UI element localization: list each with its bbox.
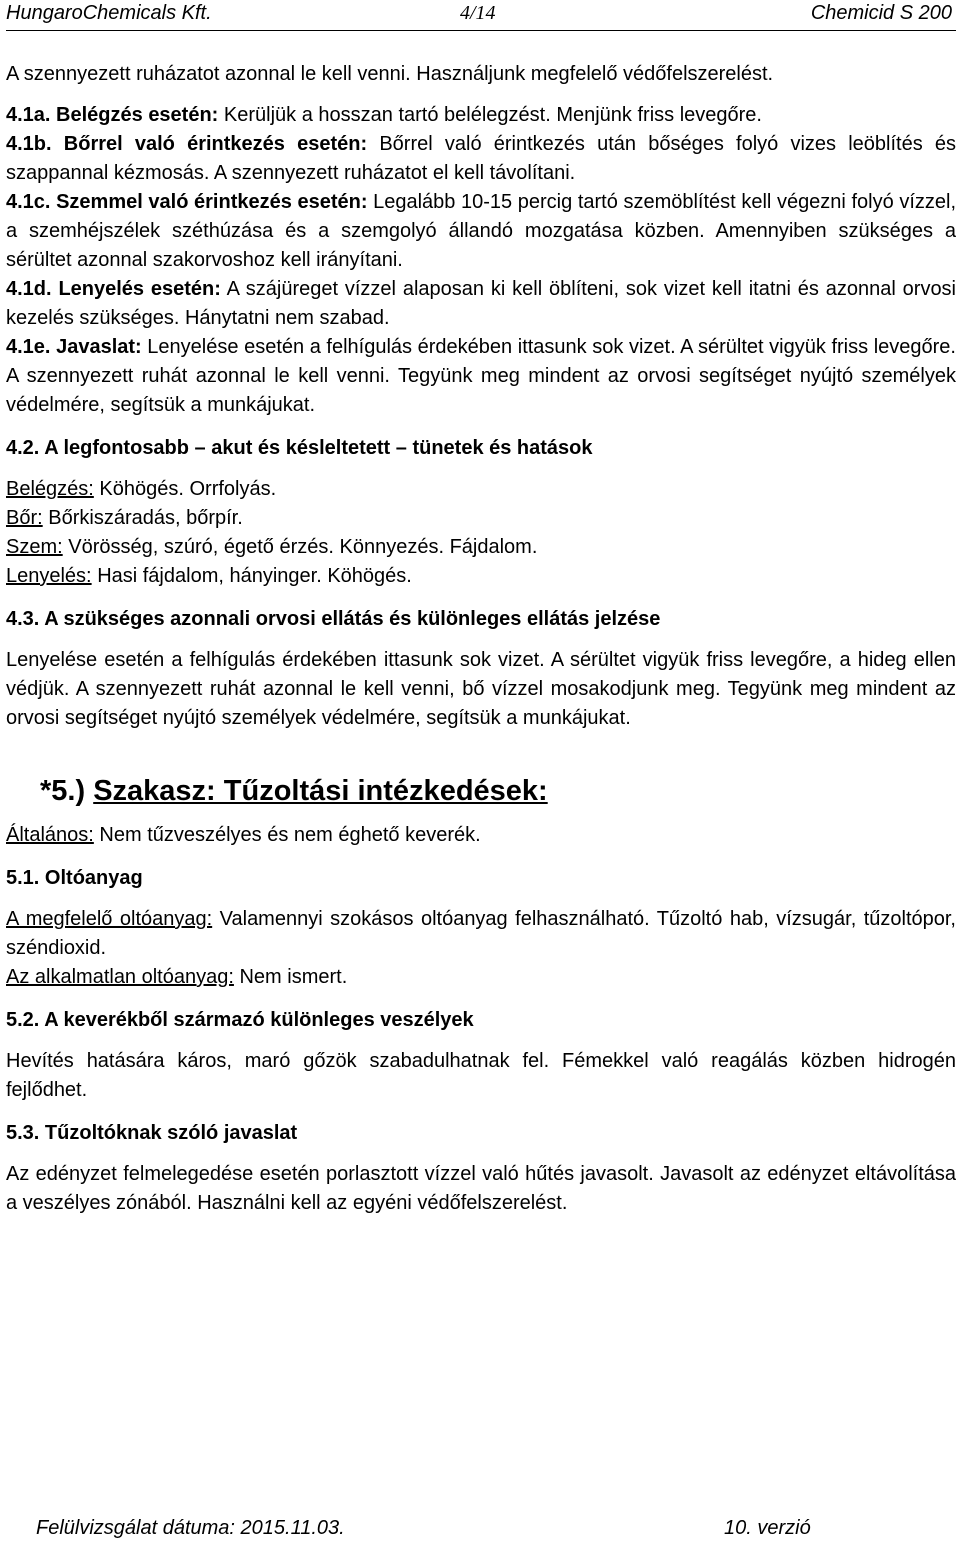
para-4-1d-title: Lenyelés esetén:: [58, 278, 221, 300]
suitable-text: Valamennyi szokásos oltóanyag felhasználható. Tűzoltó hab, vízsugár, tűzoltópor, széndioxid.: [6, 908, 956, 959]
heading-5-2-title: A keverékből származó különleges veszélyek: [44, 1009, 474, 1031]
page-footer: [36, 1517, 836, 1540]
symptom-eye: [6, 533, 956, 562]
sec4-intro: A szennyezett ruházatot azonnal le kell venni. Használjunk megfelelő védőfelszerelést.: [6, 63, 774, 85]
symptom-ingestion: [6, 562, 956, 591]
symptom-label: Belégzés:: [6, 478, 94, 500]
heading-5-1: [6, 864, 956, 893]
para-4-1d-num: 4.1d.: [6, 278, 52, 300]
heading-5-1-title: Oltóanyag: [44, 867, 143, 889]
para-4-1c-num: 4.1c.: [6, 191, 51, 213]
para-5-2: Hevítés hatására káros, maró gőzök szabadulhatnak fel. Fémekkel való reagálás közben hidrogén fejlődhet.: [6, 1050, 956, 1101]
heading-4-2: [6, 434, 956, 463]
suitable-media: [6, 905, 956, 963]
footer-version: 10. verzió: [724, 1517, 811, 1539]
general-text: Nem tűzveszélyes és nem éghető keverék.: [99, 824, 481, 846]
general-info: [6, 821, 956, 850]
heading-5-1-num: 5.1.: [6, 867, 40, 889]
general-label: Általános:: [6, 824, 94, 846]
symptom-label: Lenyelés:: [6, 565, 92, 587]
para-4-1c-text: Legalább 10-15 percig tartó szemöblítést kell végezni folyó vízzel, a szemhéjszélek széthúzása és a szemgolyó állandó mozgatása közben. Amennyiben szükséges a sérültet azonnal szakorvoshoz kell irányítani.: [6, 191, 957, 271]
section-5-title: Szakasz: Tűzoltási intézkedések:: [93, 775, 548, 807]
para-4-1d-text: A szájüreget vízzel alaposan ki kell öblíteni, sok vizet kell itatni és azonnal orvosi kezelés szükséges. Hánytatni nem szabad.: [6, 278, 957, 329]
section-5-num: *5.): [40, 775, 86, 807]
symptom-text: Köhögés. Orrfolyás.: [99, 478, 277, 500]
para-4-1a: [6, 101, 956, 130]
header-company: HungaroChemicals Kft.: [6, 2, 212, 24]
para-4-1e-num: 4.1e.: [6, 336, 51, 358]
heading-5-2: [6, 1006, 956, 1035]
symptom-label: Bőr:: [6, 507, 43, 529]
para-4-1b-text: Bőrrel való érintkezés után bőséges folyó vizes leöblítés és szappannal kézmosás. A szennyezett ruházatot el kell távolítani.: [6, 133, 957, 184]
para-4-1b: [6, 130, 956, 188]
heading-4-3-title: A szükséges azonnali orvosi ellátás és különleges ellátás jelzése: [44, 608, 661, 630]
heading-5-2-num: 5.2.: [6, 1009, 40, 1031]
para-4-1e-text: Lenyelése esetén a felhígulás érdekében ittasunk sok vizet. A sérültet vigyük friss levegőre. A szennyezett ruhát azonnal le kell venni. Tegyünk meg mindent az orvosi segítséget nyújtó személyek védelmére, segítsük a munkájukat.: [6, 336, 956, 416]
heading-4-2-num: 4.2.: [6, 437, 40, 459]
unsuitable-text: Nem ismert.: [239, 966, 348, 988]
symptom-text: Hasi fájdalom, hányinger. Köhögés.: [97, 565, 412, 587]
heading-4-2-title: A legfontosabb – akut és késleltetett – tünetek és hatások: [44, 437, 593, 459]
header-product: Chemicid S 200: [810, 2, 952, 24]
para-4-3: Lenyelése esetén a felhígulás érdekében ittasunk sok vizet. A sérültet vigyük friss levegőre, a hideg ellen védjük. A szennyezett ruhát azonnal le kell venni, bő vízzel mosakodjunk meg. Tegyünk meg mindent az orvosi segítséget nyújtó személyek védelmére, segítsük a munkájukat.: [6, 649, 956, 729]
footer-review-date: Felülvizsgálat dátuma: 2015.11.03.: [36, 1517, 345, 1539]
para-4-1a-num: 4.1a.: [6, 104, 51, 126]
para-4-1e-title: Javaslat:: [56, 336, 142, 358]
para-5-3: Az edényzet felmelegedése esetén porlasztott vízzel való hűtés javasolt. Javasolt az edényzet eltávolítása a veszélyes zónából. Használni kell az egyéni védőfelszerelést.: [6, 1163, 956, 1214]
para-4-1c-title: Szemmel való érintkezés esetén:: [56, 191, 368, 213]
heading-4-3: [6, 605, 956, 634]
header-page-number: 4/14: [460, 2, 496, 24]
symptom-inhalation: [6, 475, 956, 504]
para-4-1b-title: Bőrrel való érintkezés esetén:: [63, 133, 368, 155]
document-body: [6, 60, 956, 1218]
header-divider: [6, 30, 956, 31]
para-4-1b-num: 4.1b.: [6, 133, 52, 155]
unsuitable-media: [6, 963, 956, 992]
para-4-1a-text: Kerüljük a hosszan tartó belélegzést. Menjünk friss levegőre.: [223, 104, 762, 126]
para-4-1c: [6, 188, 956, 275]
heading-5-3: [6, 1119, 956, 1148]
page-header: [0, 0, 960, 30]
symptom-text: Bőrkiszáradás, bőrpír.: [48, 507, 243, 529]
heading-4-3-num: 4.3.: [6, 608, 40, 630]
para-4-1e: [6, 333, 956, 420]
para-4-1d: [6, 275, 956, 333]
heading-5-3-title: Tűzoltóknak szóló javaslat: [44, 1122, 298, 1144]
symptom-skin: [6, 504, 956, 533]
heading-5-3-num: 5.3.: [6, 1122, 40, 1144]
symptom-text: Vörösség, szúró, égető érzés. Könnyezés. Fájdalom.: [68, 536, 538, 558]
unsuitable-label: Az alkalmatlan oltóanyag:: [6, 966, 234, 988]
suitable-label: A megfelelő oltóanyag:: [6, 908, 213, 930]
para-4-1a-title: Belégzés esetén:: [56, 104, 219, 126]
section-5-heading: [40, 771, 956, 811]
symptom-label: Szem:: [6, 536, 63, 558]
